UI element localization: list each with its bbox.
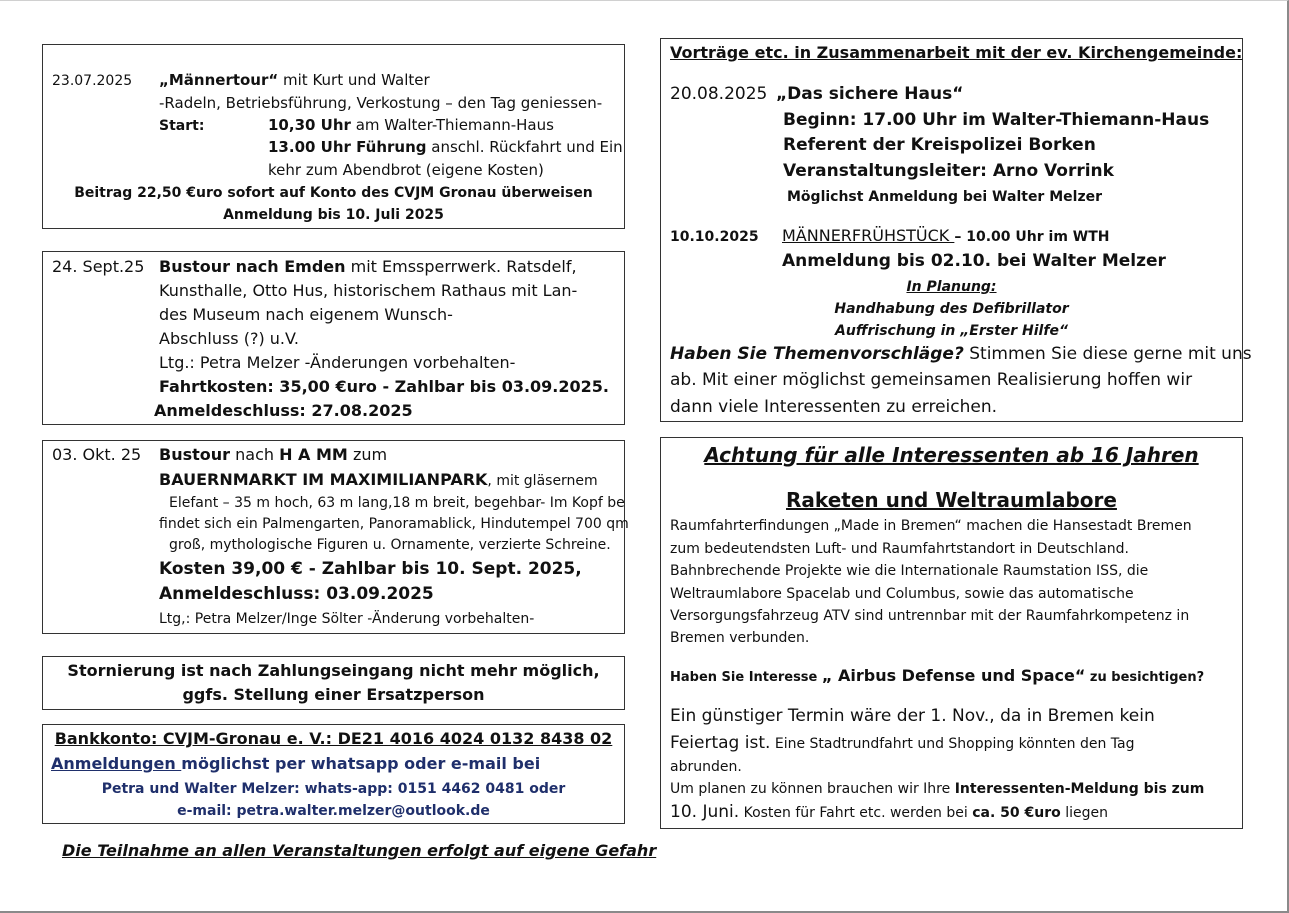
maennertour-start-label: Start: [159, 118, 205, 134]
bank-email[interactable]: e-mail: petra.walter.melzer@outlook.de [177, 803, 490, 819]
hamm-title-d: zum [347, 445, 388, 464]
vortraege-q-line3: dann viele Interessenten zu erreichen. [670, 397, 998, 417]
emden-date: 24. Sept.25 [52, 257, 145, 276]
hamm-line4: groß, mythologische Figuren u. Ornamente, verzierte Schreine. [169, 537, 611, 553]
raumfahrt-p2: zum bedeutendsten Luft- und Raumfahrtstandort in Deutschland. [670, 541, 1129, 557]
bank-reg-b: möglichst per whatsapp oder e-mail bei [181, 754, 541, 773]
disclaimer: Die Teilnahme an allen Veranstaltungen erfolgt auf eigene Gefahr [62, 841, 657, 860]
raumfahrt-p4: Weltraumlabore Spacelab und Columbus, sowie das automatische [670, 586, 1134, 602]
emden-line3: des Museum nach eigenem Wunsch- [159, 305, 453, 324]
bank-registration-line [51, 755, 540, 773]
storno-line1: Stornierung ist nach Zahlungseingang nicht mehr möglich, [67, 661, 600, 680]
vortraege-begin: Beginn: 17.00 Uhr im Walter-Thiemann-Haus [783, 110, 1210, 130]
raumfahrt-term-a: Ein günstiger Termin wäre der 1. Nov., da in Bremen kein [670, 706, 1155, 726]
hamm-line3: findet sich ein Palmengarten, Panoramablick, Hindutempel 700 qm [159, 516, 629, 532]
vortraege-date2: 10.10.2025 [670, 229, 759, 245]
hamm-line2: Elefant – 35 m hoch, 63 m lang,18 m breit, begehbar- Im Kopf be [169, 495, 625, 511]
vortraege-speaker: Referent der Kreispolizei Borken [783, 135, 1096, 155]
raumfahrt-p6: Bremen verbunden. [670, 630, 810, 646]
vortraege-q-rest: Stimmen Sie diese gerne mit uns [963, 344, 1252, 364]
vortraege-reg1: Möglichst Anmeldung bei Walter Melzer [787, 189, 1102, 205]
maennertour-tour-line [268, 139, 623, 156]
bank-box [42, 724, 625, 824]
raumfahrt-plan-b: Interessenten-Meldung bis zum [954, 781, 1205, 797]
vortraege-question: Haben Sie Themenvorschläge? [670, 344, 964, 364]
raumfahrt-plan-a: Um planen zu können brauchen wir Ihre [670, 781, 955, 797]
raumfahrt-p5: Versorgungsfahrzeug ATV sind untrennbar mit der Raumfahrkompetenz in [670, 608, 1190, 624]
emden-cost: Fahrtkosten: 35,00 €uro - Zahlbar bis 03.09.2025. [159, 377, 609, 396]
hamm-title-b: nach [230, 445, 280, 464]
emden-title: Bustour nach Emden [159, 257, 346, 276]
raumfahrt-term-b: Feiertag ist. [670, 733, 771, 753]
raumfahrt-plan-line1 [670, 781, 1204, 797]
raumfahrt-plan-e: ca. 50 €uro [972, 805, 1061, 821]
maennertour-start-place: am Walter-Thiemann-Haus [350, 116, 554, 134]
maennertour-tour-rest: anschl. Rückfahrt und Ein [426, 138, 623, 156]
storno-line2: ggfs. Stellung einer Ersatzperson [182, 685, 485, 704]
vortraege-plan2: Auffrischung in „Erster Hilfe“ [835, 323, 1068, 339]
hamm-market: BAUERNMARKT IM MAXIMILIANPARK [159, 470, 488, 489]
raumfahrt-p1: Raumfahrterfindungen „Made in Bremen“ machen die Hansestadt Bremen [670, 518, 1192, 534]
raumfahrt-plan-line2 [670, 803, 1108, 823]
hamm-cost: Kosten 39,00 € - Zahlbar bis 10. Sept. 2025, [159, 559, 582, 579]
hamm-title-line [159, 446, 387, 464]
emden-line1-rest: mit Emssperrwerk. Ratsdelf, [345, 257, 577, 276]
hamm-title-c: H A MM [279, 445, 348, 464]
hamm-title-a: Bustour [159, 445, 231, 464]
maennertour-desc: -Radeln, Betriebsführung, Verkostung – den Tag geniessen- [159, 94, 603, 112]
hamm-market-line [159, 471, 598, 489]
hamm-deadline: Anmeldeschluss: 03.09.2025 [159, 584, 434, 604]
vortraege-title2: MÄNNERFRÜHSTÜCK [782, 226, 955, 245]
maennertour-start-line [268, 117, 554, 134]
raumfahrt-plan-c: 10. Juni. [670, 802, 740, 822]
raumfahrt-term-line2 [670, 734, 1134, 754]
maennertour-tour-time: 13.00 Uhr Führung [268, 138, 427, 156]
maennertour-registration: Anmeldung bis 10. Juli 2025 [223, 207, 444, 223]
vortraege-heading: Vorträge etc. in Zusammenarbeit mit der ev. Kirchengemeinde: [670, 43, 1243, 62]
raumfahrt-p3: Bahnbrechende Projekte wie die Internationale Raumstation ISS, die [670, 563, 1149, 579]
vortraege-q-line2: ab. Mit einer möglichst gemeinsamen Realisierung hoffen wir [670, 370, 1193, 390]
maennertour-title: „Männertour“ [159, 71, 279, 89]
raumfahrt-plan-d: Kosten für Fahrt etc. werden bei [739, 805, 973, 821]
raumfahrt-interest-a: Haben Sie Interesse [670, 670, 822, 685]
maennertour-title-line [159, 72, 430, 89]
raumfahrt-term-c: Eine Stadtrundfahrt und Shopping könnten den Tag [770, 736, 1135, 752]
maennertour-tour-line2: kehr zum Abendbrot (eigene Kosten) [268, 161, 544, 179]
vortraege-question-line [670, 345, 1252, 365]
raumfahrt-interest-b: „ Airbus Defense und Space“ [821, 666, 1086, 685]
hamm-box [42, 440, 629, 634]
hamm-date: 03. Okt. 25 [52, 445, 142, 464]
raumfahrt-interest-line [670, 667, 1204, 686]
bank-contact: Petra und Walter Melzer: whats-app: 0151 4462 0481 oder [101, 781, 566, 797]
raumfahrt-interest-c: zu besichtigen? [1085, 670, 1205, 685]
bank-reg-a: Anmeldungen [51, 754, 182, 773]
raumfahrt-attention: Achtung für alle Interessenten ab 16 Jahren [704, 443, 1199, 467]
emden-deadline: Anmeldeschluss: 27.08.2025 [154, 401, 413, 420]
vortraege-title2-rest: – 10.00 Uhr im WTH [954, 229, 1110, 245]
maennertour-title-rest: mit Kurt und Walter [278, 71, 430, 89]
storno-box [42, 656, 625, 710]
hamm-market-rest: , mit gläsernem [487, 473, 598, 489]
vortraege-date1: 20.08.2025 [670, 84, 768, 104]
raumfahrt-term-d: abrunden. [670, 759, 742, 775]
bank-account: Bankkonto: CVJM-Gronau e. V.: DE21 4016 4024 0132 8438 02 [54, 729, 613, 748]
vortraege-planning: In Planung: [906, 279, 997, 295]
emden-line4: Abschluss (?) u.V. [159, 329, 299, 348]
maennertour-box [42, 44, 625, 229]
raumfahrt-title: Raketen und Weltraumlabore [786, 488, 1117, 512]
vortraege-box [660, 38, 1252, 422]
emden-lead: Ltg.: Petra Melzer -Änderungen vorbehalten- [159, 353, 516, 372]
raumfahrt-box [660, 437, 1243, 829]
emden-box [42, 251, 625, 425]
vortraege-plan1: Handhabung des Defibrillator [834, 301, 1069, 317]
vortraege-reg2: Anmeldung bis 02.10. bei Walter Melzer [782, 251, 1166, 271]
raumfahrt-plan-f: liegen [1060, 805, 1108, 821]
emden-line2: Kunsthalle, Otto Hus, historischem Rathaus mit Lan- [159, 281, 578, 300]
maennertour-date: 23.07.2025 [52, 73, 133, 89]
maennertour-fee: Beitrag 22,50 €uro sofort auf Konto des CVJM Gronau überweisen [74, 185, 593, 201]
vortraege-title1: „Das sichere Haus“ [776, 84, 964, 104]
emden-line1 [159, 258, 577, 276]
hamm-lead: Ltg,: Petra Melzer/Inge Sölter -Änderung vorbehalten- [159, 611, 535, 627]
maennertour-start-time: 10,30 Uhr [268, 116, 351, 134]
vortraege-organizer: Veranstaltungsleiter: Arno Vorrink [783, 161, 1114, 181]
vortraege-title2-line [782, 227, 1110, 245]
